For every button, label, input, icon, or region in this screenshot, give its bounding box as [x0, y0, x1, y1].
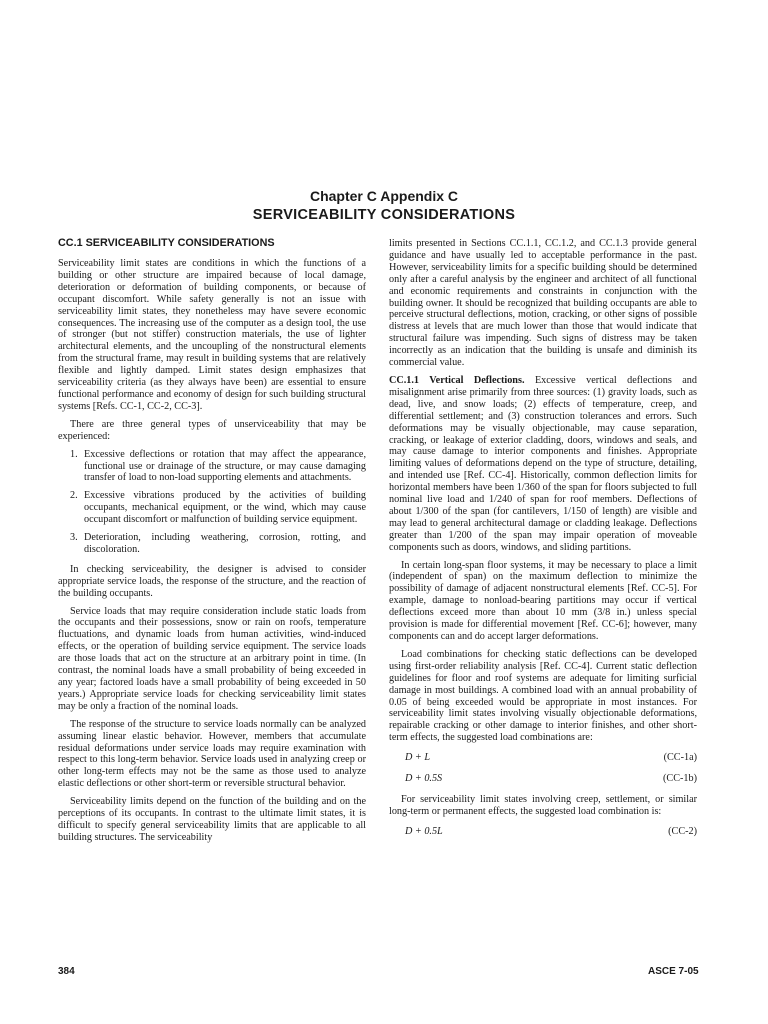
equation-tag: (CC-2) — [668, 825, 697, 837]
paragraph: The response of the structure to service loads normally can be analyzed assuming linear elastic behavior. However, members that accumulate residual deformations under service loads may require examination with respect to this long-term behavior. Service loads used in analyzing creep or other long-term effects may not be the same as those used to analyze elastic deflections or other short-term or reversible structural behavior. — [58, 718, 366, 790]
equation-cc1b — [389, 773, 697, 785]
list-item — [58, 490, 366, 526]
list-item — [58, 449, 366, 485]
subsection-heading-cc1-1: CC.1.1 Vertical Deflections. — [389, 374, 525, 386]
equation-expression: D + 0.5L — [405, 825, 443, 837]
chapter-label: Chapter C Appendix C — [309, 188, 459, 204]
list-text: Deterioration, including weathering, corrosion, rotting, and discoloration. — [84, 532, 366, 555]
right-column — [389, 238, 697, 847]
chapter-title: SERVICEABILITY CONSIDERATIONS — [252, 207, 516, 223]
list-number: 2. — [70, 490, 78, 502]
paragraph: In checking serviceability, the designer is advised to consider appropriate service loads, the response of the structure, and the reaction of the building occupants. — [58, 563, 366, 599]
left-column — [58, 237, 366, 850]
equation-cc1a — [389, 752, 697, 764]
paragraph: For serviceability limit states involving creep, settlement, or similar long-term or permanent effects, the suggested load combination is: — [389, 793, 697, 817]
paragraph-cc1-1 — [389, 375, 697, 554]
equation-tag: (CC-1a) — [663, 752, 697, 764]
unserviceability-list — [58, 449, 366, 556]
paragraph: Serviceability limits depend on the function of the building and on the perceptions of its occupants. In contrast to the ultimate limit states, it is difficult to specify general serviceability limits that are applicable to all building structures. The serviceability — [58, 796, 366, 843]
paragraph: There are three general types of unserviceability that may be experienced: — [58, 418, 366, 442]
equation-tag: (CC-1b) — [663, 773, 697, 785]
paragraph: Serviceability limit states are conditions in which the functions of a building or other structure are impaired because of local damage, deterioration or deformation of building components, or because of occupant discomfort. While safety generally is not an issue with serviceability limit states, they nonetheless may have severe economic consequences. The increasing use of the computer as a design tool, the use of stronger (but not stiffer) construction materials, the use of lighter architectural elements, and the uncoupling of the nonstructural elements from the structural frame, may result in building systems that are relatively flexible and lightly damped. Limit states design emphasizes that serviceability criteria (as they always have been) are essential to ensure functional performance and economy of design for such building structural systems [Refs. CC-1, CC-2, CC-3]. — [58, 258, 366, 412]
paragraph: Service loads that may require consideration include static loads from the occupants and their possessions, snow or rain on roofs, temperature fluctuations, and dynamic loads from human activities, wind-induced effects, or the operation of building service equipment. The service loads are those loads that act on the structure at an arbitrary point in time. (In contrast, the nominal loads have a small probability of being exceeded in any year; factored loads have a small probability of being exceeded in 50 years.) Appropriate service loads for checking serviceability limit states may be only a fraction of the nominal loads. — [58, 605, 366, 712]
list-number: 1. — [70, 448, 78, 460]
equation-expression: D + 0.5S — [405, 773, 443, 785]
paragraph-text: Excessive vertical deflections and misalignment arise primarily from three sources: (1) gravity loads, such as dead, live, and snow loads; (2) effects of temperature, creep, and differential settlement; and (3) construction tolerances and errors. Such deformations may be visually objectionable, may cause separation, cracking, or leakage of exterior cladding, doors, windows and seals, and may cause damage to interior components and finishes. Appropriate limiting values of deformations depend on the type of structure, detailing, and intended use [Ref. CC-4]. Historically, common deflection limits for horizontal members have been 1/360 of the span for floors subjected to full nominal live load and 1/240 of span for roof members. Deflections of about 1/300 of the span (for cantilevers, 1/150 of length) are visible and may lead to general architectural damage or cladding leakage. Deflections greater than 1/200 of the span may impair operation of moveable components such as doors, windows, and sliding partitions. — [389, 374, 697, 553]
list-item — [58, 532, 366, 556]
publication-label: ASCE 7-05 — [648, 966, 699, 977]
page-number: 384 — [58, 966, 75, 977]
section-heading-cc1: CC.1 SERVICEABILITY CONSIDERATIONS — [58, 237, 275, 249]
paragraph: limits presented in Sections CC.1.1, CC.1.2, and CC.1.3 provide general guidance and have usually led to acceptable performance in the past. However, serviceability limits for a specific building should be determined only after a careful analysis by the engineer and architect of all functional and economic requirements and constraints in conjunction with the building owner. It should be recognized that building occupants are able to perceive structural deflections, motion, cracking, or other signs of possible distress at levels that are much lower than those that would indicate that structural failure was impending. Such signs of distress may be taken incorrectly as an indication that the building is unsafe and diminish its commercial value. — [389, 238, 697, 369]
paragraph: In certain long-span floor systems, it may be necessary to place a limit (independent of span) on the maximum deflection to minimize the possibility of damage of adjacent nonstructural elements [Ref. CC-5]. For example, damage to nonload-bearing partitions may occur if vertical deflections exceed more than about 10 mm (3/8 in.) unless special provision is made for differential movement [Ref. CC-6]; however, many components can and do accept larger deformations. — [389, 559, 697, 642]
chapter-header — [0, 187, 768, 225]
list-text: Excessive deflections or rotation that may affect the appearance, functional use or drainage of the structure, or may cause damaging transfer of load to non-load supporting elements and attachments. — [84, 448, 366, 484]
equation-expression: D + L — [405, 752, 430, 764]
list-number: 3. — [70, 532, 78, 544]
paragraph: Load combinations for checking static deflections can be developed using first-order reliability analysis [Ref. CC-4]. Current static deflection guidelines for floor and roof systems are adequate for limiting surficial damage in most buildings. A combined load with an annual probability of 0.05 of being exceeded would be appropriate in most instances. For serviceability limit states involving visually objectionable deformations, repairable cracking or other damage to interior finishes, and other short-term effects, the suggested load combinations are: — [389, 648, 697, 744]
equation-cc2 — [389, 826, 697, 838]
list-text: Excessive vibrations produced by the activities of building occupants, mechanical equipment, or the wind, which may cause occupant discomfort or malfunction of building service equipment. — [84, 490, 366, 526]
